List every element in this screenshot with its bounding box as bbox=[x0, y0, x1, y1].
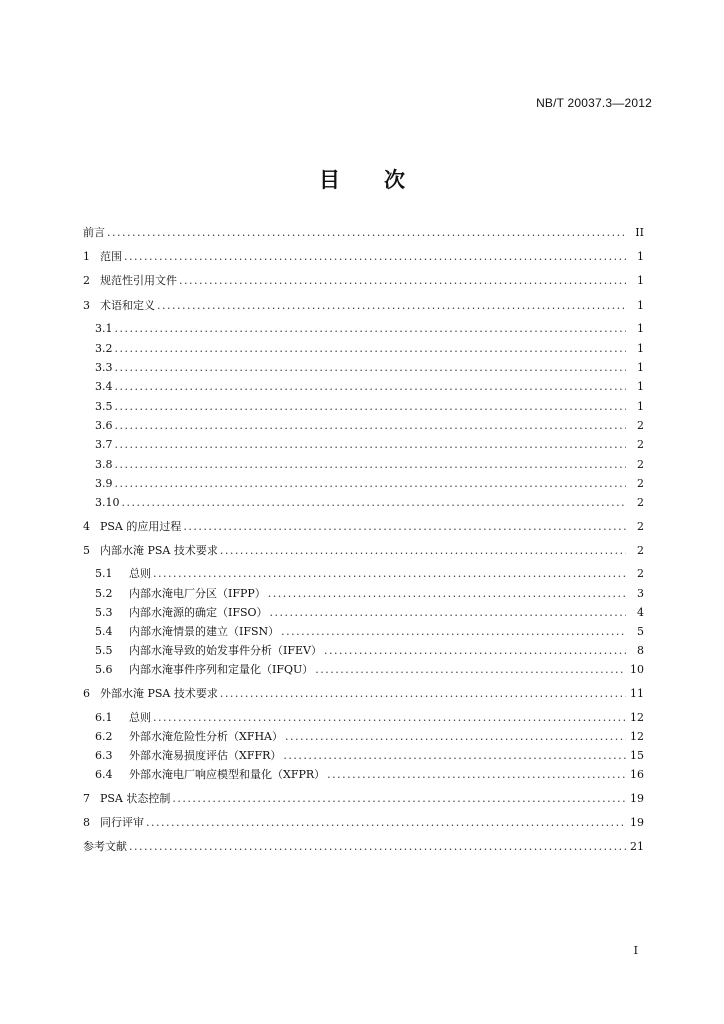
toc-entry-page: 21 bbox=[630, 839, 644, 853]
toc-entry-number: 5.6 bbox=[95, 663, 113, 676]
toc-entry-title: 内部水淹导致的始发事件分析（IFEV） bbox=[129, 644, 322, 657]
toc-entry-number: 3.5 bbox=[95, 399, 113, 413]
toc-entry-label bbox=[83, 297, 157, 313]
toc-entry-page: 1 bbox=[637, 298, 644, 312]
toc-leader-dots bbox=[283, 749, 626, 762]
toc-entry[interactable] bbox=[95, 623, 644, 639]
toc-entry-label bbox=[95, 565, 153, 581]
toc-leader-dots bbox=[220, 687, 626, 700]
toc-entry[interactable] bbox=[95, 565, 644, 581]
toc-entry[interactable] bbox=[95, 398, 644, 414]
toc-leader-dots bbox=[327, 768, 626, 781]
toc-entry-page: 1 bbox=[637, 360, 644, 374]
toc-entry-page: 2 bbox=[637, 437, 644, 451]
document-id: NB/T 20037.3—2012 bbox=[536, 96, 652, 110]
toc-entry-number: 6.2 bbox=[95, 730, 113, 743]
toc-entry-title: 外部水淹危险性分析（XFHA） bbox=[129, 730, 283, 743]
toc-entry-label bbox=[95, 728, 285, 744]
toc-entry-page: II bbox=[635, 225, 644, 239]
toc-entry-title: 内部水淹事件序列和定量化（IFQU） bbox=[129, 663, 314, 676]
toc-entry-label bbox=[95, 709, 153, 725]
toc-entry-number: 2 bbox=[83, 274, 90, 287]
toc-entry[interactable] bbox=[95, 475, 644, 491]
toc-entry-page: 1 bbox=[637, 379, 644, 393]
toc-entry[interactable] bbox=[95, 436, 644, 452]
toc-entry-title: 外部水淹易损度评估（XFFR） bbox=[129, 749, 282, 762]
toc-leader-dots bbox=[115, 380, 627, 393]
toc-entry-label bbox=[95, 400, 115, 413]
toc-entry-number: 3.3 bbox=[95, 360, 113, 374]
toc-entry-page: 2 bbox=[637, 543, 644, 557]
toc-leader-dots bbox=[153, 567, 626, 580]
page-folio: I bbox=[633, 944, 638, 957]
toc-entry-number: 6.3 bbox=[95, 749, 113, 762]
toc-entry-label bbox=[83, 838, 129, 854]
toc-entry-page: 1 bbox=[637, 273, 644, 287]
toc-entry[interactable] bbox=[95, 456, 644, 472]
toc-leader-dots bbox=[124, 250, 626, 263]
toc-leader-dots bbox=[157, 299, 626, 312]
toc-entry-page: 8 bbox=[637, 643, 644, 657]
toc-leader-dots bbox=[115, 419, 627, 432]
toc-entry-label bbox=[83, 542, 220, 558]
toc-entry-number: 4 bbox=[83, 520, 90, 533]
toc-entry[interactable] bbox=[83, 790, 644, 806]
toc-leader-dots bbox=[115, 342, 627, 355]
toc-entry[interactable] bbox=[95, 709, 644, 725]
toc-entry[interactable] bbox=[83, 297, 644, 313]
toc-entry-page: 4 bbox=[637, 605, 644, 619]
toc-leader-dots bbox=[324, 644, 626, 657]
toc-entry[interactable] bbox=[95, 747, 644, 763]
toc-entry-page: 15 bbox=[630, 748, 644, 762]
toc-entry-label bbox=[95, 642, 324, 658]
toc-entry-label bbox=[95, 604, 270, 620]
toc-entry-number: 3.6 bbox=[95, 418, 113, 432]
toc-entry-page: 11 bbox=[630, 686, 644, 700]
toc-entry-label bbox=[95, 438, 115, 451]
toc-entry-label bbox=[95, 623, 281, 639]
toc-entry-label bbox=[95, 361, 115, 374]
toc-entry-page: 12 bbox=[630, 729, 644, 743]
toc-entry-label bbox=[83, 518, 183, 534]
toc-leader-dots bbox=[122, 496, 627, 509]
toc-entry[interactable] bbox=[95, 604, 644, 620]
toc-entry[interactable] bbox=[95, 320, 644, 336]
toc-entry[interactable] bbox=[95, 661, 644, 677]
toc-entry-page: 1 bbox=[637, 321, 644, 335]
toc-entry[interactable] bbox=[83, 814, 644, 830]
toc-entry[interactable] bbox=[95, 340, 644, 356]
toc-leader-dots bbox=[270, 606, 626, 619]
toc-entry-label bbox=[95, 380, 115, 393]
toc-entry-title: 内部水淹源的确定（IFSO） bbox=[129, 606, 268, 619]
toc-entry-page: 3 bbox=[637, 586, 644, 600]
toc-entry-number: 3.7 bbox=[95, 437, 113, 451]
toc-entry-number: 6 bbox=[83, 687, 90, 700]
toc-entry-number: 3.8 bbox=[95, 457, 113, 471]
toc-entry-number: 5.4 bbox=[95, 625, 113, 638]
toc-entry-page: 2 bbox=[637, 457, 644, 471]
toc-entry-title: 内部水淹 PSA 技术要求 bbox=[100, 544, 218, 557]
title-char-right: 次 bbox=[384, 168, 405, 192]
toc-entry-title: 内部水淹电厂分区（IFPP） bbox=[129, 587, 266, 600]
toc-leader-dots bbox=[115, 477, 627, 490]
toc-leader-dots bbox=[172, 792, 626, 805]
toc-entry-title: 外部水淹电厂响应模型和量化（XFPR） bbox=[129, 768, 326, 781]
toc-entry-title: 内部水淹情景的建立（IFSN） bbox=[129, 625, 280, 638]
toc-entry[interactable] bbox=[95, 728, 644, 744]
toc-entry-number: 5.3 bbox=[95, 606, 113, 619]
toc-leader-dots bbox=[107, 226, 626, 239]
toc-leader-dots bbox=[129, 840, 626, 853]
toc-entry[interactable] bbox=[83, 838, 644, 854]
toc-entry-label bbox=[95, 747, 283, 763]
toc-leader-dots bbox=[115, 322, 627, 335]
toc-entry-page: 16 bbox=[630, 767, 644, 781]
toc-entry-number: 3.2 bbox=[95, 341, 113, 355]
toc-entry-page: 19 bbox=[630, 791, 644, 805]
toc-entry[interactable] bbox=[83, 248, 644, 264]
toc-entry-title: 外部水淹 PSA 技术要求 bbox=[100, 687, 218, 700]
toc-entry-title: 参考文献 bbox=[83, 840, 127, 853]
toc-entry-page: 10 bbox=[630, 662, 644, 676]
toc-entry-label bbox=[95, 342, 115, 355]
toc-entry[interactable] bbox=[83, 518, 644, 534]
toc-entry-number: 5.5 bbox=[95, 644, 113, 657]
toc-leader-dots bbox=[146, 816, 626, 829]
toc-entry[interactable] bbox=[95, 642, 644, 658]
toc-entry-page: 19 bbox=[630, 815, 644, 829]
toc-entry-title: 范围 bbox=[100, 250, 122, 263]
toc-entry-number: 3 bbox=[83, 299, 90, 312]
toc-leader-dots bbox=[115, 438, 627, 451]
toc-entry-label bbox=[95, 458, 115, 471]
toc-entry[interactable] bbox=[95, 378, 644, 394]
toc-entry-number: 6.4 bbox=[95, 768, 113, 781]
toc-entry-title: PSA 状态控制 bbox=[100, 792, 171, 805]
toc-entry[interactable] bbox=[83, 272, 644, 288]
toc-entry-page: 12 bbox=[630, 710, 644, 724]
toc-entry[interactable] bbox=[83, 685, 644, 701]
toc-entry[interactable] bbox=[95, 417, 644, 433]
toc-entry-label bbox=[83, 224, 107, 240]
toc-entry-number: 5.2 bbox=[95, 587, 113, 600]
toc-entry-label bbox=[83, 814, 146, 830]
toc-entry[interactable] bbox=[83, 542, 644, 558]
toc-entry-page: 1 bbox=[637, 249, 644, 263]
toc-entry[interactable] bbox=[95, 766, 644, 782]
toc-leader-dots bbox=[268, 587, 626, 600]
toc-leader-dots bbox=[179, 274, 626, 287]
toc-entry-number: 8 bbox=[83, 816, 90, 829]
toc-entry-page: 5 bbox=[637, 624, 644, 638]
toc-entry-number: 5.1 bbox=[95, 567, 113, 580]
toc-entry[interactable] bbox=[95, 585, 644, 601]
toc-leader-dots bbox=[183, 520, 626, 533]
toc-entry-label bbox=[95, 661, 315, 677]
toc-entry-number: 3.9 bbox=[95, 476, 113, 490]
toc-entry-label bbox=[83, 685, 220, 701]
toc-entry-page: 2 bbox=[637, 519, 644, 533]
toc-entry[interactable] bbox=[95, 359, 644, 375]
toc-entry-page: 2 bbox=[637, 566, 644, 580]
toc-entry-page: 2 bbox=[637, 476, 644, 490]
toc-leader-dots bbox=[281, 625, 626, 638]
toc-entry-label bbox=[95, 585, 268, 601]
toc-entry-label bbox=[95, 477, 115, 490]
toc-leader-dots bbox=[153, 711, 626, 724]
page-title bbox=[0, 164, 724, 194]
toc-entry-number: 1 bbox=[83, 250, 90, 263]
toc-entry-number: 3.4 bbox=[95, 379, 113, 393]
title-char-left: 目 bbox=[319, 168, 340, 192]
toc-leader-dots bbox=[315, 663, 626, 676]
toc-entry-page: 2 bbox=[637, 418, 644, 432]
toc-entry-title: 规范性引用文件 bbox=[100, 274, 177, 287]
toc-leader-dots bbox=[115, 458, 627, 471]
toc-leader-dots bbox=[285, 730, 626, 743]
toc-entry-title: 总则 bbox=[129, 567, 151, 580]
toc-entry-label bbox=[95, 322, 115, 335]
toc-entry[interactable] bbox=[95, 494, 644, 510]
toc-entry[interactable] bbox=[83, 224, 644, 240]
toc-leader-dots bbox=[115, 361, 627, 374]
toc-entry-label bbox=[83, 272, 179, 288]
toc-entry-number: 7 bbox=[83, 792, 90, 805]
toc-entry-label bbox=[95, 496, 122, 509]
toc-entry-number: 3.10 bbox=[95, 495, 120, 509]
toc-entry-page: 2 bbox=[637, 495, 644, 509]
toc-entry-label bbox=[83, 790, 172, 806]
toc-leader-dots bbox=[220, 544, 626, 557]
toc-entry-title: 总则 bbox=[129, 711, 151, 724]
toc-entry-title: 前言 bbox=[83, 226, 105, 239]
toc-entry-label bbox=[95, 766, 327, 782]
toc-entry-label bbox=[95, 419, 115, 432]
toc-entry-title: PSA 的应用过程 bbox=[100, 520, 182, 533]
toc-entry-page: 1 bbox=[637, 341, 644, 355]
toc-entry-page: 1 bbox=[637, 399, 644, 413]
toc-entry-number: 3.1 bbox=[95, 321, 113, 335]
toc-entry-title: 同行评审 bbox=[100, 816, 144, 829]
toc-entry-number: 5 bbox=[83, 544, 90, 557]
toc-entry-label bbox=[83, 248, 124, 264]
toc-entry-number: 6.1 bbox=[95, 711, 113, 724]
toc-leader-dots bbox=[115, 400, 627, 413]
toc-entry-title: 术语和定义 bbox=[100, 299, 155, 312]
